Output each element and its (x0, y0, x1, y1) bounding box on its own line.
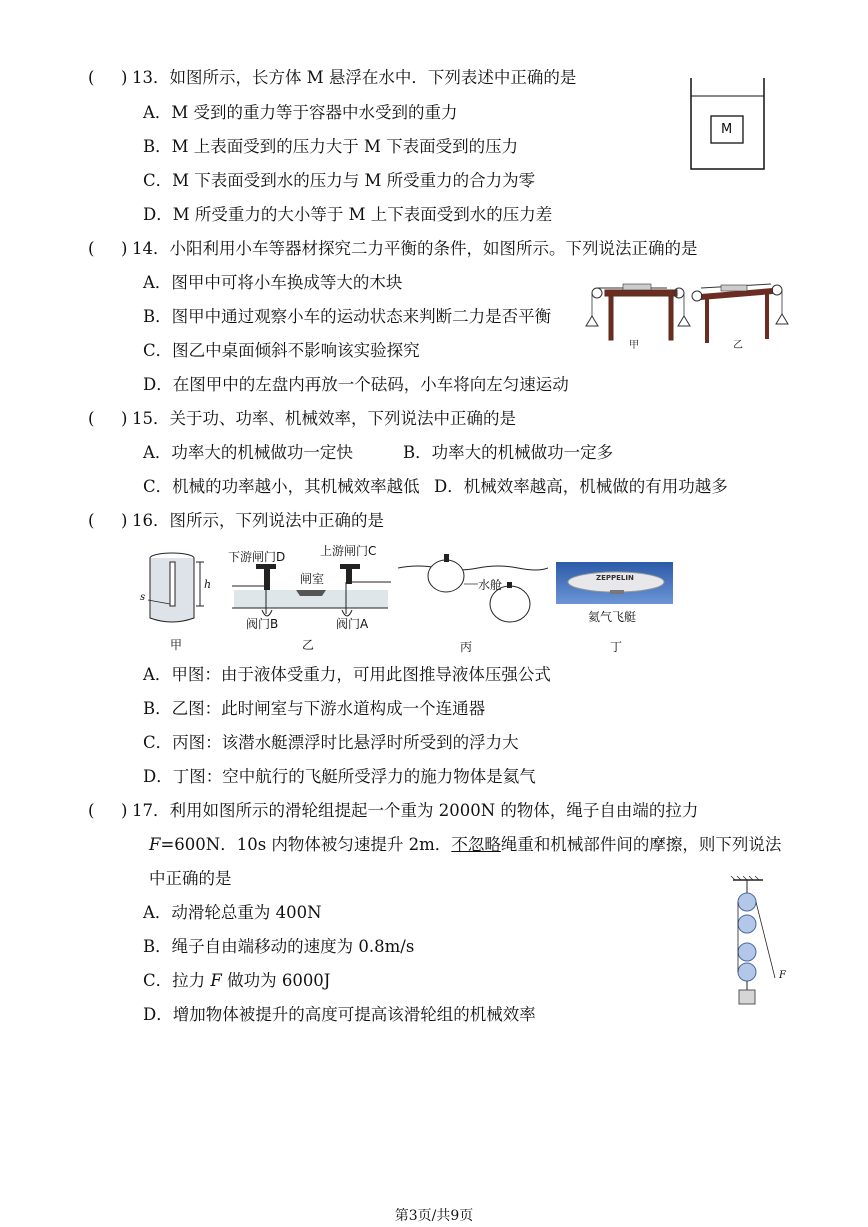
fig-caption-yi: 乙 (733, 340, 743, 351)
label-valve-a: 阀门A (336, 617, 369, 631)
q15-option-a: A．功率大的机械做功一定快 (143, 443, 353, 462)
page-footer: 第3页/共9页 (394, 1208, 474, 1224)
q13-option-b: B．M 上表面受到的压力大于 M 下表面受到的压力 (143, 137, 519, 156)
q15-stem: 15．关于功、功率、机械效率，下列说法中正确的是 (132, 409, 516, 428)
label-s: s (140, 592, 146, 603)
q17-pulley-figure (725, 876, 795, 1008)
block-m-label: M (721, 122, 733, 137)
q14-option-b: B．图甲中通过观察小车的运动状态来判断二力是否平衡 (143, 307, 552, 326)
label-chamber: 闸室 (300, 572, 325, 586)
answer-paren-open[interactable]: ( (88, 801, 95, 820)
table-yi (692, 284, 788, 343)
q13-option-a: A．M 受到的重力等于容器中水受到的重力 (143, 103, 458, 122)
q15-option-b: B．功率大的机械做功一定多 (403, 443, 614, 462)
answer-paren-open[interactable]: ( (88, 68, 95, 87)
q16-option-b: B．乙图：此时闸室与下游水道构成一个连通器 (143, 699, 486, 718)
fig-caption-yi: 乙 (302, 638, 315, 652)
q14-stem: 14．小阳利用小车等器材探究二力平衡的条件，如图所示。下列说法正确的是 (132, 239, 698, 258)
q17-option-c-a: C．拉力 (143, 971, 211, 990)
force-f: F (149, 835, 161, 854)
zeppelin-text: ZEPPELIN (596, 574, 634, 582)
fig-caption-jia: 甲 (629, 340, 639, 351)
q17-stem-line2-b: 绳重和机械部件间的摩擦，则下列说法 (500, 835, 782, 854)
answer-paren-close: ) (121, 801, 128, 820)
q14-option-c: C．图乙中桌面倾斜不影响该实验探究 (143, 341, 420, 360)
label-water-tank: 水舱 (478, 578, 503, 592)
airship-photo (556, 562, 673, 604)
fig-caption-jia: 甲 (170, 638, 183, 652)
label-gate-d: 下游闸门D (228, 550, 286, 564)
q16-stem: 16．图所示，下列说法中正确的是 (132, 511, 384, 530)
q16-fig-jia (140, 548, 220, 653)
q17-stem-line3: 中正确的是 (149, 869, 232, 888)
q16-option-d: D．丁图：空中航行的飞艇所受浮力的施力物体是氦气 (143, 767, 536, 786)
q13-figure-container (690, 78, 765, 170)
q15-option-d: D．机械效率越高，机械做的有用功越多 (434, 477, 728, 496)
q16-fig-ding (556, 562, 674, 654)
answer-paren-open[interactable]: ( (88, 239, 95, 258)
answer-paren-open[interactable]: ( (88, 409, 95, 428)
label-gate-c: 上游闸门C (320, 544, 377, 558)
label-airship: 氦气飞艇 (588, 610, 637, 624)
q16-fig-yi (226, 540, 396, 655)
q14-figure (583, 272, 793, 352)
not-ignore-underlined: 不忽略 (451, 835, 501, 854)
fig-caption-ding: 丁 (610, 640, 623, 654)
q13-stem: 13．如图所示，长方体 M 悬浮在水中．下列表述中正确的是 (132, 68, 577, 87)
label-h: h (204, 578, 212, 591)
answer-paren-close: ) (121, 409, 128, 428)
answer-paren-close: ) (121, 511, 128, 530)
answer-paren-open[interactable]: ( (88, 511, 95, 530)
table-jia (586, 284, 690, 340)
q17-option-c-b: 做功为 6000J (221, 971, 331, 990)
q14-option-d: D．在图甲中的左盘内再放一个砝码，小车将向左匀速运动 (143, 375, 569, 394)
q14-option-a: A．图甲中可将小车换成等大的木块 (143, 273, 403, 292)
q13-option-c: C．M 下表面受到水的压力与 M 所受重力的合力为零 (143, 171, 536, 190)
q17-option-a: A．动滑轮总重为 400N (143, 903, 322, 922)
q17-option-d: D．增加物体被提升的高度可提高该滑轮组的机械效率 (143, 1005, 536, 1024)
q17-option-c (143, 971, 330, 991)
q17-stem-line1: 17．利用如图所示的滑轮组提起一个重为 2000N 的物体，绳子自由端的拉力 (132, 801, 699, 820)
answer-paren-close: ) (121, 239, 128, 258)
q17-stem-line2 (149, 835, 781, 855)
q17-stem-line2-a: =600N．10s 内物体被匀速提升 2m． (160, 835, 452, 854)
q17-option-b: B．绳子自由端移动的速度为 0.8m/s (143, 937, 415, 956)
q13-option-d: D．M 所受重力的大小等于 M 上下表面受到水的压力差 (143, 205, 553, 224)
label-f: F (779, 970, 786, 981)
q16-fig-bing (398, 546, 548, 654)
q16-option-c: C．丙图：该潜水艇漂浮时比悬浮时所受到的浮力大 (143, 733, 519, 752)
label-valve-b: 阀门B (246, 617, 279, 631)
fig-caption-bing: 丙 (460, 640, 473, 654)
q16-option-a: A．甲图：由于液体受重力，可用此图推导液体压强公式 (143, 665, 551, 684)
q15-option-c: C．机械的功率越小，其机械效率越低 (143, 477, 420, 496)
answer-paren-close: ) (121, 68, 128, 87)
force-f: F (210, 971, 222, 990)
